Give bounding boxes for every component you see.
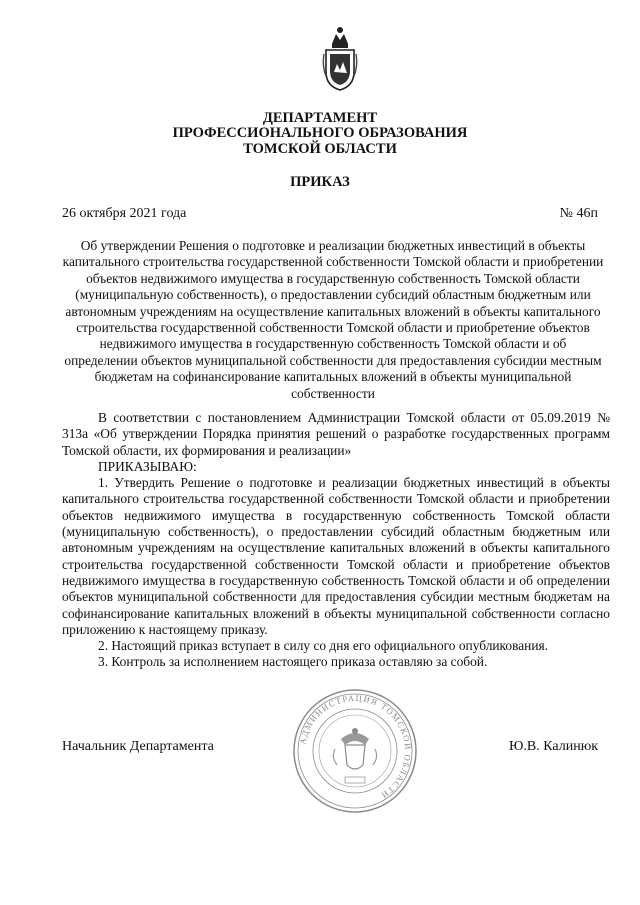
- signatory-title: Начальник Департамента: [62, 739, 214, 754]
- document-number: № 46п: [559, 206, 598, 221]
- order-item-1: 1. Утвердить Решение о подготовке и реализации бюджетных инвестиций в объекты капитального строительства государственной собственности Томской области и приобретении объектов недвижимого имущества в государственную собственность Томской области (муниципальную собственность), о предоставлении субсидий областным бюджетным или автономным учреждениям на осуществление капитальных вложений в объекты капитального строительства государственной собственности Томской области и приобретение объектов недвижимого имущества в государственную собственность Томской области и об определении объектов муниципальной собственности для предоставления субсидии местным бюджетам на софинансирование капитальных вложений в объекты муниципальной собственности согласно приложению к настоящему приказу.: [62, 475, 610, 637]
- document-type: ПРИКАЗ: [290, 174, 350, 190]
- document-subject: Об утверждении Решения о подготовке и реализации бюджетных инвестиций в объекты капитального строительства государственной собственности Томской области и приобретении объектов недвижимого имущества в государственную собственность Томской области (муниципальную собственность), о предоставлении субсидий областным бюджетным или автономным учреждениям на осуществление капитальных вложений в объекты капитального строительства государственной собственности Томской области и приобретение объектов недвижимого имущества в государственную собственность Томской области и об определении объектов муниципальной собственности для предоставления субсидии местным бюджетам на софинансирование капитальных вложений в объекты муниципальной собственности: [62, 238, 604, 401]
- department-name-line-3: ТОМСКОЙ ОБЛАСТИ: [243, 141, 397, 157]
- document-date: 26 октября 2021 года: [62, 206, 187, 221]
- signatory-name: Ю.В. Калинюк: [509, 739, 598, 754]
- preamble-paragraph: В соответствии с постановлением Администрации Томской области от 05.09.2019 № 313а «Об утверждении Порядка принятия решений о разработке государственных программ Томской области, их формирования и реализации»: [62, 410, 610, 458]
- order-item-2: 2. Настоящий приказ вступает в силу со дня его официального опубликования.: [98, 638, 548, 654]
- department-name-line-2: ПРОФЕССИОНАЛЬНОГО ОБРАЗОВАНИЯ: [172, 125, 468, 141]
- department-name-line-1: ДЕПАРТАМЕНТ: [262, 110, 378, 126]
- order-item-3: 3. Контроль за исполнением настоящего приказа оставляю за собой.: [98, 654, 488, 670]
- tomsk-region-coat-of-arms-icon: [322, 20, 358, 92]
- official-round-seal-icon: [291, 687, 419, 815]
- order-word: ПРИКАЗЫВАЮ:: [98, 458, 197, 474]
- seal-text: АДМИНИСТРАЦИЯ ТОМСКОЙ ОБЛАСТИ: [297, 692, 414, 802]
- document-body: [62, 410, 610, 671]
